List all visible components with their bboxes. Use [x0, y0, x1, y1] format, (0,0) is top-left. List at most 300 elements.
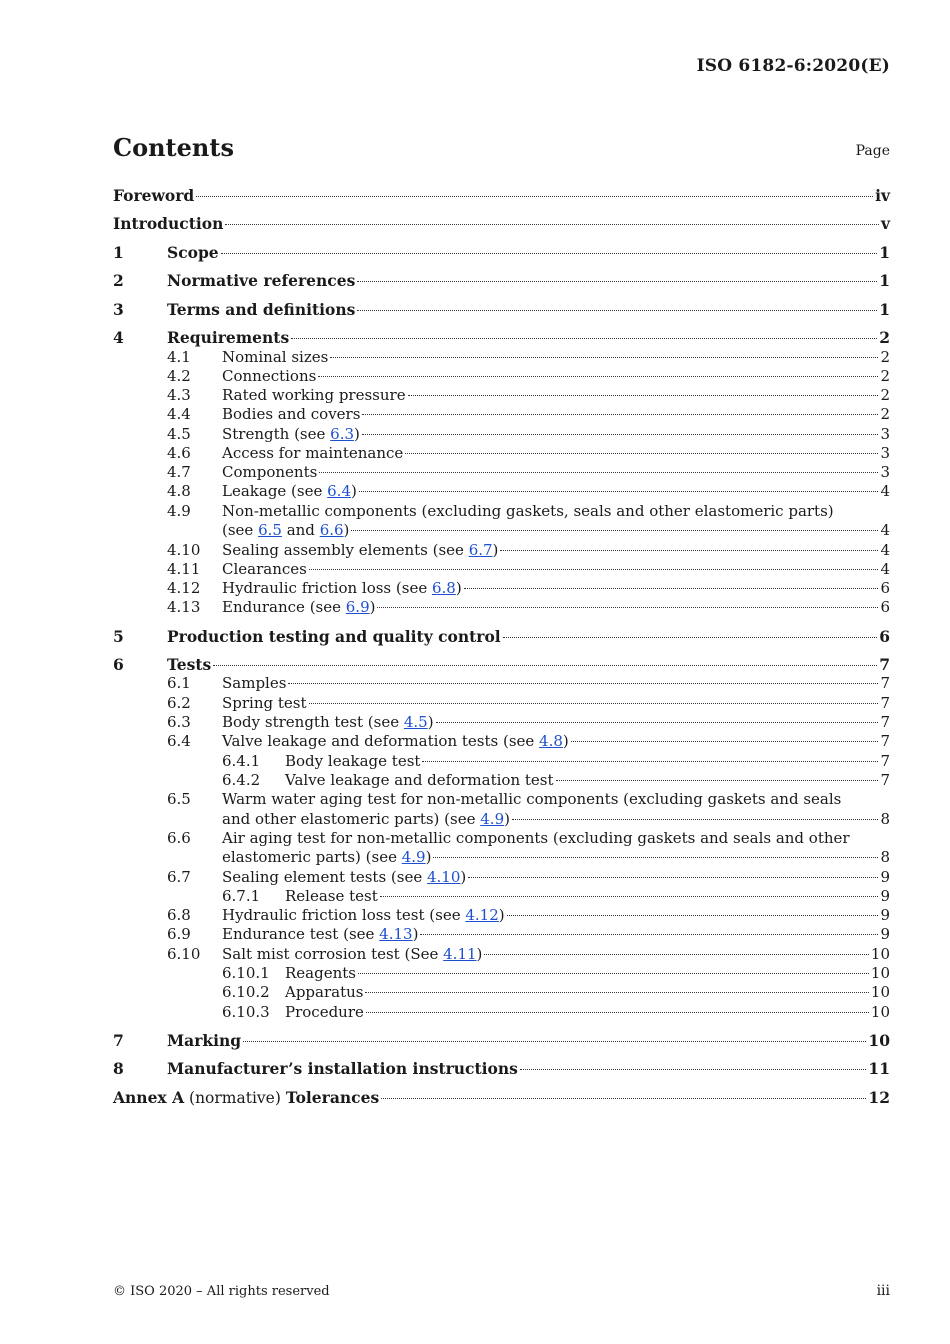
toc-entry-title [285, 964, 356, 983]
toc-entry-title [222, 579, 462, 598]
toc-entry-title [167, 1031, 241, 1050]
toc-entry-title [222, 674, 286, 693]
toc-entry-line [222, 945, 890, 964]
toc-entry[interactable] [0, 848, 950, 867]
toc-entry[interactable] [0, 1003, 950, 1022]
toc-entry-number: 6.3 [167, 713, 191, 731]
dot-leader [213, 665, 877, 666]
toc-entry-text: Procedure [285, 1003, 364, 1021]
toc-entry-title [285, 983, 363, 1002]
toc-entry-title [222, 405, 360, 424]
toc-entry-title [167, 243, 219, 262]
toc-entry-number: 6.9 [167, 925, 191, 943]
toc-entry[interactable] [0, 300, 950, 319]
toc-entry-page: 6 [880, 598, 890, 616]
toc-entry[interactable] [0, 367, 950, 386]
dot-leader [196, 196, 873, 197]
dot-leader [408, 395, 879, 396]
toc-entry-title [285, 1003, 364, 1022]
toc-entry-title [222, 694, 307, 713]
toc-entry-text: elastomeric parts) (see [222, 848, 402, 866]
toc-entry-line [285, 771, 890, 790]
toc-entry-line [222, 694, 890, 713]
toc-entry-title [222, 386, 406, 405]
toc-entry-page: 2 [880, 386, 890, 404]
toc-entry-page: 3 [880, 444, 890, 462]
toc-entry-number: 6.1 [167, 674, 191, 692]
toc-entry-title [222, 945, 482, 964]
cross-reference-link[interactable]: 4.10 [427, 868, 461, 886]
toc-entry-text: and [281, 521, 320, 539]
toc-entry[interactable] [0, 243, 950, 262]
toc-entry-text: Sealing assembly elements (see [222, 541, 469, 559]
dot-leader [291, 338, 877, 339]
toc-entry-number: 7 [113, 1031, 124, 1050]
toc-entry-title [113, 186, 194, 205]
toc-entry-title [222, 541, 498, 560]
toc-entry[interactable] [0, 790, 950, 809]
toc-entry-text: Body leakage test [285, 752, 421, 770]
toc-entry-page: 4 [880, 482, 890, 500]
toc-entry-line [222, 502, 834, 521]
toc-entry-number: 4.1 [167, 348, 191, 366]
toc-entry-number: 1 [113, 243, 124, 262]
toc-entry-number: 4 [113, 328, 124, 347]
footer-copyright: © ISO 2020 – All rights reserved [113, 1284, 330, 1299]
toc-entry-number: 3 [113, 300, 124, 319]
dot-leader [362, 414, 878, 415]
toc-entry-title [222, 848, 431, 867]
toc-entry-number: 4.2 [167, 367, 191, 385]
toc-entry[interactable] [0, 752, 950, 771]
toc-entry-text: Rated working pressure [222, 386, 406, 404]
toc-entry-line [167, 300, 890, 319]
toc-entry[interactable] [0, 925, 950, 944]
dot-leader [503, 637, 878, 638]
dot-leader [571, 741, 879, 742]
toc-entry-page: 4 [880, 521, 890, 539]
cross-reference-link[interactable]: 4.12 [465, 906, 499, 924]
cross-reference-link[interactable]: 4.8 [539, 732, 563, 750]
toc-entry-page: 11 [868, 1059, 890, 1078]
toc-entry-page: 7 [880, 713, 890, 731]
toc-entry-line [167, 1059, 890, 1078]
dot-leader [330, 357, 878, 358]
toc-entry[interactable] [0, 655, 950, 674]
toc-entry-page: 10 [870, 983, 890, 1001]
toc-entry-text: Release test [285, 887, 378, 905]
page-column-label: Page [855, 143, 890, 159]
toc-entry-title [167, 328, 289, 347]
toc-entry-title [222, 502, 834, 521]
toc-entry-text: Connections [222, 367, 317, 385]
toc-entry[interactable] [0, 425, 950, 444]
toc-entry-page: 6 [880, 579, 890, 597]
toc-entry-line [222, 541, 890, 560]
toc-entry-line [113, 186, 890, 205]
toc-entry-number: 2 [113, 271, 124, 290]
toc-entry[interactable] [0, 214, 950, 233]
toc-entry-line [222, 444, 890, 463]
toc-entry-number: 6.5 [167, 790, 191, 808]
dot-leader [381, 1098, 866, 1099]
dot-leader [288, 683, 878, 684]
cross-reference-link[interactable]: 4.5 [403, 713, 428, 731]
toc-entry-text: ) [354, 425, 360, 443]
toc-entry-number: 4.10 [167, 541, 201, 559]
toc-entry-title [285, 887, 378, 906]
toc-entry-page: 10 [868, 1031, 890, 1050]
toc-entry-title [222, 868, 466, 887]
toc-entry-page: 7 [879, 655, 890, 674]
toc-entry-title [222, 463, 317, 482]
toc-entry[interactable] [0, 463, 950, 482]
dot-leader [377, 607, 878, 608]
dot-leader [309, 569, 879, 570]
annex-note: (normative) [184, 1089, 286, 1107]
toc-entry-line [285, 983, 890, 1002]
toc-entry-line [222, 405, 890, 424]
dot-leader [357, 310, 877, 311]
toc-entry-line [113, 214, 890, 233]
toc-entry[interactable] [0, 964, 950, 983]
toc-entry-line [222, 713, 890, 732]
toc-entry-title [222, 925, 418, 944]
toc-entry-text: ) [369, 598, 376, 616]
toc-entry[interactable] [0, 328, 950, 347]
dot-leader [520, 1069, 867, 1070]
toc-entry-line [167, 1031, 890, 1050]
toc-entry-text: Endurance test (see [222, 925, 380, 943]
toc-entry-text: Requirements [167, 328, 290, 347]
cross-reference-link[interactable]: 4.9 [480, 810, 505, 828]
toc-entry-page: 10 [870, 945, 890, 963]
toc-entry-text: ) [425, 848, 432, 866]
toc-entry-title [222, 348, 328, 367]
toc-entry-title [222, 829, 850, 848]
dot-leader [351, 530, 878, 531]
dot-leader [500, 550, 878, 551]
toc-entry-title [222, 521, 349, 540]
toc-entry-page: 2 [879, 328, 890, 347]
toc-entry-title [285, 752, 420, 771]
toc-entry-text: Tests [167, 655, 212, 674]
toc-entry-number: 4.7 [167, 463, 191, 481]
toc-entry-page: 3 [880, 463, 890, 481]
dot-leader [464, 588, 879, 589]
toc-entry-line [222, 579, 890, 598]
toc-entry-page: 1 [879, 243, 890, 262]
toc-entry[interactable] [0, 1031, 950, 1050]
toc-entry-page: 8 [880, 810, 890, 828]
toc-entry-line [222, 560, 890, 579]
toc-entry-page: 9 [880, 868, 890, 886]
toc-entry-line [222, 598, 890, 617]
toc-entry-text: ) [492, 541, 499, 559]
cross-reference-link[interactable]: 6.4 [327, 482, 351, 500]
toc-entry-text: Clearances [222, 560, 307, 578]
cross-reference-link[interactable]: 4.9 [401, 848, 426, 866]
toc-entry-line [222, 848, 890, 867]
toc-entry-number: 6.10.3 [222, 1003, 270, 1021]
toc-entry-number: 4.5 [167, 425, 191, 443]
toc-entry-title [222, 810, 510, 829]
cross-reference-link[interactable]: 4.13 [379, 925, 413, 943]
toc-entry-text: Bodies and covers [222, 405, 361, 423]
toc-entry-number: 6 [113, 655, 124, 674]
toc-entry-line [167, 328, 890, 347]
toc-entry[interactable] [0, 627, 950, 646]
cross-reference-link[interactable]: 6.8 [431, 579, 456, 597]
dot-leader [507, 915, 879, 916]
toc-entry-line [222, 790, 841, 809]
toc-entry-text: Hydraulic friction loss test (see [222, 906, 466, 924]
toc-entry-line [285, 752, 890, 771]
annex-title: Tolerances [285, 1088, 380, 1107]
toc-entry-line [167, 271, 890, 290]
toc-entry[interactable] [0, 405, 950, 424]
toc-entry-line [222, 810, 890, 829]
toc-entry-text: Air aging test for non-metallic components (excluding gaskets and seals and other [222, 829, 850, 847]
toc-entry-text: Terms and definitions [167, 300, 356, 319]
toc-entry-text: Scope [167, 243, 219, 262]
toc-entry-number: 8 [113, 1059, 124, 1078]
toc-entry-line [222, 868, 890, 887]
toc-entry[interactable] [0, 386, 950, 405]
toc-entry-text: ) [498, 906, 505, 924]
dot-leader [243, 1041, 866, 1042]
toc-entry-number: 6.4.1 [222, 752, 261, 770]
toc-entry[interactable] [0, 186, 950, 205]
dot-leader [225, 224, 879, 225]
toc-entry-text: Samples [222, 674, 287, 692]
toc-entry[interactable] [0, 771, 950, 790]
toc-entry-page: 2 [880, 405, 890, 423]
toc-entry-title [222, 482, 357, 501]
document-id: ISO 6182-6:2020(E) [696, 56, 890, 76]
toc-entry[interactable] [0, 713, 950, 732]
toc-entry-line [222, 521, 890, 540]
cross-reference-link[interactable]: 6.7 [468, 541, 493, 559]
toc-entry-text: ) [343, 521, 350, 539]
toc-entry[interactable] [0, 521, 950, 540]
cross-reference-link[interactable]: 4.11 [443, 945, 477, 963]
toc-entry-page: 7 [880, 771, 890, 789]
page-title: Contents [113, 133, 234, 162]
toc-entry-title [167, 655, 211, 674]
toc-entry-title [222, 560, 307, 579]
toc-entry-page: 7 [880, 674, 890, 692]
dot-leader [433, 857, 878, 858]
toc-entry[interactable] [0, 579, 950, 598]
toc-entry-line [222, 463, 890, 482]
toc-entry[interactable] [0, 906, 950, 925]
toc-entry-page: 7 [880, 732, 890, 750]
toc-entry-line [222, 674, 890, 693]
toc-entry-text: ) [504, 810, 510, 828]
toc-entry[interactable] [0, 868, 950, 887]
toc-entry[interactable] [0, 502, 950, 521]
dot-leader [420, 934, 878, 935]
dot-leader [318, 376, 878, 377]
toc-entry-title [222, 732, 569, 751]
toc-entry-text: Marking [167, 1031, 242, 1050]
toc-entry-text: Foreword [113, 186, 195, 205]
toc-entry-text: Components [222, 463, 318, 481]
toc-entry-text: Strength (see [222, 425, 331, 443]
toc-entry[interactable] [0, 810, 950, 829]
dot-leader [358, 973, 869, 974]
toc-entry-line [222, 348, 890, 367]
cross-reference-link[interactable]: 6.5 [258, 521, 282, 539]
toc-entry-number: 4.4 [167, 405, 191, 423]
toc-entry[interactable] [0, 887, 950, 906]
toc-entry-text: and other elastomeric parts) (see [222, 810, 481, 828]
toc-entry-line [285, 964, 890, 983]
toc-entry-page: 4 [880, 541, 890, 559]
toc-entry[interactable] [0, 829, 950, 848]
toc-entry-page: iv [875, 186, 890, 205]
toc-entry[interactable] [0, 732, 950, 751]
toc-entry-text: Sealing element tests (see [222, 868, 427, 886]
toc-entry-title [222, 713, 434, 732]
toc-entry-title [222, 425, 360, 444]
toc-entry[interactable] [0, 560, 950, 579]
toc-entry-number: 4.13 [167, 598, 201, 616]
toc-entry-number: 6.8 [167, 906, 191, 924]
toc-entry-text: Leakage (see [222, 482, 328, 500]
toc-entry-title [113, 1088, 379, 1108]
toc-entry-text: Production testing and quality control [167, 627, 501, 646]
toc-entry[interactable] [0, 541, 950, 560]
toc-entry-page: 6 [879, 627, 890, 646]
toc-entry-text: Valve leakage and deformation tests (see [222, 732, 540, 750]
toc-entry-text: (see [222, 521, 259, 539]
toc-entry-number: 6.10 [167, 945, 201, 963]
dot-leader [512, 819, 878, 820]
toc-entry-number: 4.11 [167, 560, 201, 578]
toc-entry-text: ) [460, 868, 467, 886]
toc-entry-page: 7 [880, 752, 890, 770]
toc-entry[interactable] [0, 598, 950, 617]
toc-entry-text: Valve leakage and deformation test [285, 771, 554, 789]
toc-entry-line [285, 1003, 890, 1022]
toc-entry-text: Introduction [113, 214, 224, 233]
toc-entry-page: 8 [880, 848, 890, 866]
toc-entry-number: 4.6 [167, 444, 191, 462]
toc-entry[interactable] [0, 1059, 950, 1078]
toc-entry-title [222, 367, 316, 386]
toc-entry[interactable] [0, 444, 950, 463]
toc-entry-number: 6.2 [167, 694, 191, 712]
toc-entry-line [222, 732, 890, 751]
toc-entry-page: 3 [880, 425, 890, 443]
toc-entry-line [167, 627, 890, 646]
toc-entry-text: Warm water aging test for non-metallic components (excluding gaskets and seals [222, 790, 842, 808]
dot-leader [357, 281, 877, 282]
dot-leader [362, 434, 879, 435]
toc-entry[interactable] [0, 983, 950, 1002]
toc-entry[interactable] [0, 694, 950, 713]
toc-entry-text: Hydraulic friction loss (see [222, 579, 432, 597]
toc-entry-number: 6.7 [167, 868, 191, 886]
toc-entry-number: 4.3 [167, 386, 191, 404]
toc-entry-line [222, 906, 890, 925]
toc-entry-title [222, 598, 375, 617]
toc-entry-text: Apparatus [285, 983, 364, 1001]
dot-leader [556, 780, 879, 781]
toc-entry-line [222, 829, 850, 848]
cross-reference-link[interactable]: 6.9 [345, 598, 370, 616]
toc-entry-number: 6.4 [167, 732, 191, 750]
dot-leader [366, 1012, 869, 1013]
toc-entry-title [222, 444, 403, 463]
toc-entry-line [167, 655, 890, 674]
toc-entry-line [113, 1088, 890, 1108]
toc-entry-text: Body strength test (see [222, 713, 404, 731]
toc-entry-title [167, 271, 355, 290]
toc-entry-title [222, 906, 505, 925]
toc-entry[interactable] [0, 1088, 950, 1107]
dot-leader [436, 722, 879, 723]
dot-leader [380, 896, 879, 897]
toc-entry-title [167, 300, 355, 319]
toc-entry-number: 6.6 [167, 829, 191, 847]
toc-entry-text: ) [455, 579, 462, 597]
toc-entry-text: Normative references [167, 271, 356, 290]
toc-entry-text: Nominal sizes [222, 348, 329, 366]
toc-entry-title [167, 1059, 518, 1078]
toc-entry-page: 1 [879, 271, 890, 290]
toc-entry-text: Manufacturer’s installation instructions [167, 1059, 518, 1078]
toc-entry[interactable] [0, 945, 950, 964]
toc-entry[interactable] [0, 482, 950, 501]
toc-entry-line [222, 482, 890, 501]
toc-entry-number: 4.9 [167, 502, 191, 520]
footer-page-number: iii [876, 1283, 890, 1299]
toc-entry-line [222, 925, 890, 944]
toc-entry-page: 10 [870, 964, 890, 982]
toc-entry-page: 4 [880, 560, 890, 578]
toc-entry-text: Reagents [285, 964, 356, 982]
dot-leader [221, 253, 878, 254]
toc-entry-text: Access for maintenance [222, 444, 404, 462]
dot-leader [468, 877, 878, 878]
dot-leader [422, 761, 878, 762]
toc-entry-text: Salt mist corrosion test (See [222, 945, 444, 963]
toc-entry-line [222, 386, 890, 405]
toc-entry-number: 6.10.2 [222, 983, 270, 1001]
toc-entry-number: 6.4.2 [222, 771, 261, 789]
toc-entry[interactable] [0, 674, 950, 693]
toc-entry-text: ) [351, 482, 357, 500]
cross-reference-link[interactable]: 6.3 [330, 425, 355, 443]
toc-entry-page: 1 [879, 300, 890, 319]
cross-reference-link[interactable]: 6.6 [319, 521, 344, 539]
toc-entry-page: 7 [880, 694, 890, 712]
toc-entry-page: 2 [880, 367, 890, 385]
toc-entry-page: 9 [880, 906, 890, 924]
toc-entry-page: 10 [870, 1003, 890, 1021]
dot-leader [319, 472, 878, 473]
toc-entry-title [222, 790, 841, 809]
toc-entry-text: ) [476, 945, 483, 963]
toc-entry-number: 4.12 [167, 579, 201, 597]
toc-entry[interactable] [0, 271, 950, 290]
toc-entry-page: 2 [880, 348, 890, 366]
toc-entry[interactable] [0, 348, 950, 367]
toc-entry-page: v [880, 214, 890, 233]
